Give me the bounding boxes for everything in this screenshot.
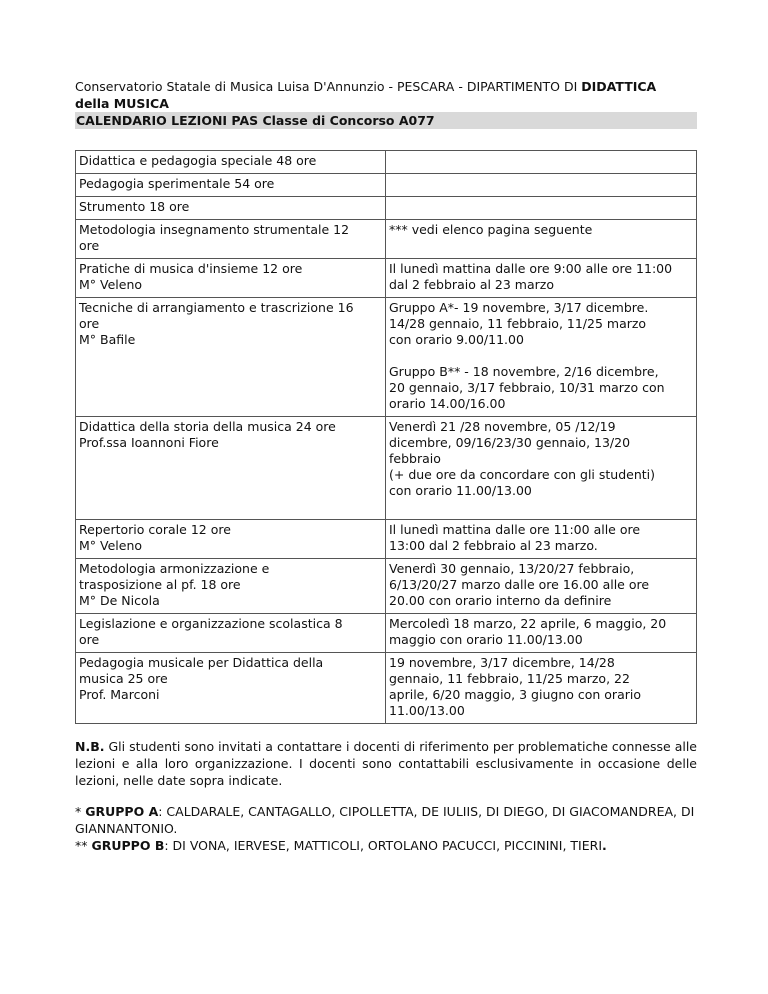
note-text: Gli studenti sono invitati a contattare i docenti di riferimento per problematiche connesse alle lezioni e alla loro organizzazione. I docenti sono contattabili esclusivamente in occasione delle lezioni, nelle date sopra indicate. [75,739,697,788]
schedule-cell [386,298,697,417]
schedule-line: dal 2 febbraio al 23 marzo [389,277,554,292]
schedule-line: Gruppo A*- 19 novembre, 3/17 dicembre. [389,300,649,315]
course-line: Pratiche di musica d'insieme 12 ore [79,261,303,276]
schedule-line: con orario 9.00/11.00 [389,332,524,347]
group-a-line [75,803,697,837]
course-line: ore [79,238,100,253]
schedule-cell [386,614,697,653]
course-line: M° Bafile [79,332,136,347]
group-b-end: . [602,838,607,853]
schedule-line: dicembre, 09/16/23/30 gennaio, 13/20 [389,435,631,450]
course-line: Metodologia insegnamento strumentale 12 [79,222,350,237]
schedule-line: Gruppo B** - 18 novembre, 2/16 dicembre, [389,364,659,379]
note-paragraph [75,738,697,789]
schedule-line: con orario 11.00/13.00 [389,483,532,498]
table-row [76,151,697,174]
blank-line [389,348,693,364]
schedule-line: Mercoledì 18 marzo, 22 aprile, 6 maggio, 20 [389,616,667,631]
schedule-cell [386,653,697,724]
course-cell [76,417,386,520]
schedule-cell [386,197,697,220]
schedule-table [75,150,697,724]
course-cell [76,614,386,653]
course-line: Didattica e pedagogia speciale 48 ore [79,153,317,168]
schedule-line: *** vedi elenco pagina seguente [389,222,593,237]
course-line: musica 25 ore [79,671,168,686]
schedule-line: 11.00/13.00 [389,703,465,718]
schedule-line: 20.00 con orario interno da definire [389,593,612,608]
course-line: Strumento 18 ore [79,199,190,214]
table-row [76,298,697,417]
schedule-line: Il lunedì mattina dalle ore 9:00 alle ore 11:00 [389,261,673,276]
course-cell [76,151,386,174]
course-line: Pedagogia sperimentale 54 ore [79,176,275,191]
schedule-line: Il lunedì mattina dalle ore 11:00 alle ore [389,522,641,537]
course-cell [76,298,386,417]
course-line: Prof. Marconi [79,687,160,702]
course-line: Prof.ssa Ioannoni Fiore [79,435,219,450]
course-cell [76,220,386,259]
course-cell [76,653,386,724]
institution-name: Conservatorio Statale di Musica Luisa D'Annunzio - PESCARA - DIPARTIMENTO DI [75,79,582,94]
schedule-line: febbraio [389,451,441,466]
document-page [75,78,697,854]
schedule-cell [386,520,697,559]
note-label: N.B. [75,739,105,754]
course-cell [76,174,386,197]
calendar-title: CALENDARIO LEZIONI PAS Classe di Concorso A077 [75,112,697,129]
course-line: Pedagogia musicale per Didattica della [79,655,324,670]
schedule-cell [386,174,697,197]
group-a-members: : CALDARALE, CANTAGALLO, CIPOLLETTA, DE IULIIS, DI DIEGO, DI GIACOMANDREA, DI GIANNANTONIO. [75,804,695,836]
table-row [76,259,697,298]
schedule-line: 13:00 dal 2 febbraio al 23 marzo. [389,538,598,553]
table-row [76,614,697,653]
table-row [76,653,697,724]
schedule-line: gennaio, 11 febbraio, 11/25 marzo, 22 [389,671,630,686]
schedule-line: 14/28 gennaio, 11 febbraio, 11/25 marzo [389,316,647,331]
course-line: Repertorio corale 12 ore [79,522,231,537]
course-line: trasposizione al pf. 18 ore [79,577,241,592]
schedule-line: 19 novembre, 3/17 dicembre, 14/28 [389,655,615,670]
group-a-marker: * [75,804,86,819]
course-cell [76,259,386,298]
group-a-label: GRUPPO A [85,804,159,819]
department-name: DIDATTICA [581,79,657,94]
course-line: Legislazione e organizzazione scolastica 8 [79,616,343,631]
course-cell [76,559,386,614]
schedule-line: Venerdì 30 gennaio, 13/20/27 febbraio, [389,561,635,576]
group-b-members: : DI VONA, IERVESE, MATTICOLI, ORTOLANO PACUCCI, PICCININI, TIERI [164,838,602,853]
course-line: Tecniche di arrangiamento e trascrizione 16 [79,300,354,315]
group-b-marker: ** [75,838,92,853]
schedule-line: (+ due ore da concordare con gli studenti) [389,467,655,482]
schedule-line: 20 gennaio, 3/17 febbraio, 10/31 marzo con [389,380,665,395]
schedule-cell [386,559,697,614]
course-line: Metodologia armonizzazione e [79,561,270,576]
schedule-line: orario 14.00/16.00 [389,396,506,411]
table-row [76,174,697,197]
course-line: ore [79,632,100,647]
blank-line [389,499,693,515]
course-line: M° Veleno [79,538,143,553]
table-row [76,559,697,614]
course-line: M° De Nicola [79,593,160,608]
schedule-cell [386,151,697,174]
schedule-line: aprile, 6/20 maggio, 3 giugno con orario [389,687,641,702]
schedule-line: 6/13/20/27 marzo dalle ore 16.00 alle ore [389,577,650,592]
table-row [76,417,697,520]
course-cell [76,197,386,220]
course-line: ore [79,316,100,331]
table-row [76,197,697,220]
institution-header [75,78,697,95]
department-name-continued: della MUSICA [75,96,169,111]
table-row [76,220,697,259]
schedule-line: Venerdì 21 /28 novembre, 05 /12/19 [389,419,616,434]
group-b-line [75,837,697,854]
group-b-label: GRUPPO B [91,838,165,853]
schedule-cell [386,259,697,298]
schedule-line: maggio con orario 11.00/13.00 [389,632,583,647]
schedule-cell [386,220,697,259]
course-line: M° Veleno [79,277,143,292]
groups-list [75,803,697,854]
course-cell [76,520,386,559]
table-row [76,520,697,559]
schedule-cell [386,417,697,520]
course-line: Didattica della storia della musica 24 ore [79,419,336,434]
